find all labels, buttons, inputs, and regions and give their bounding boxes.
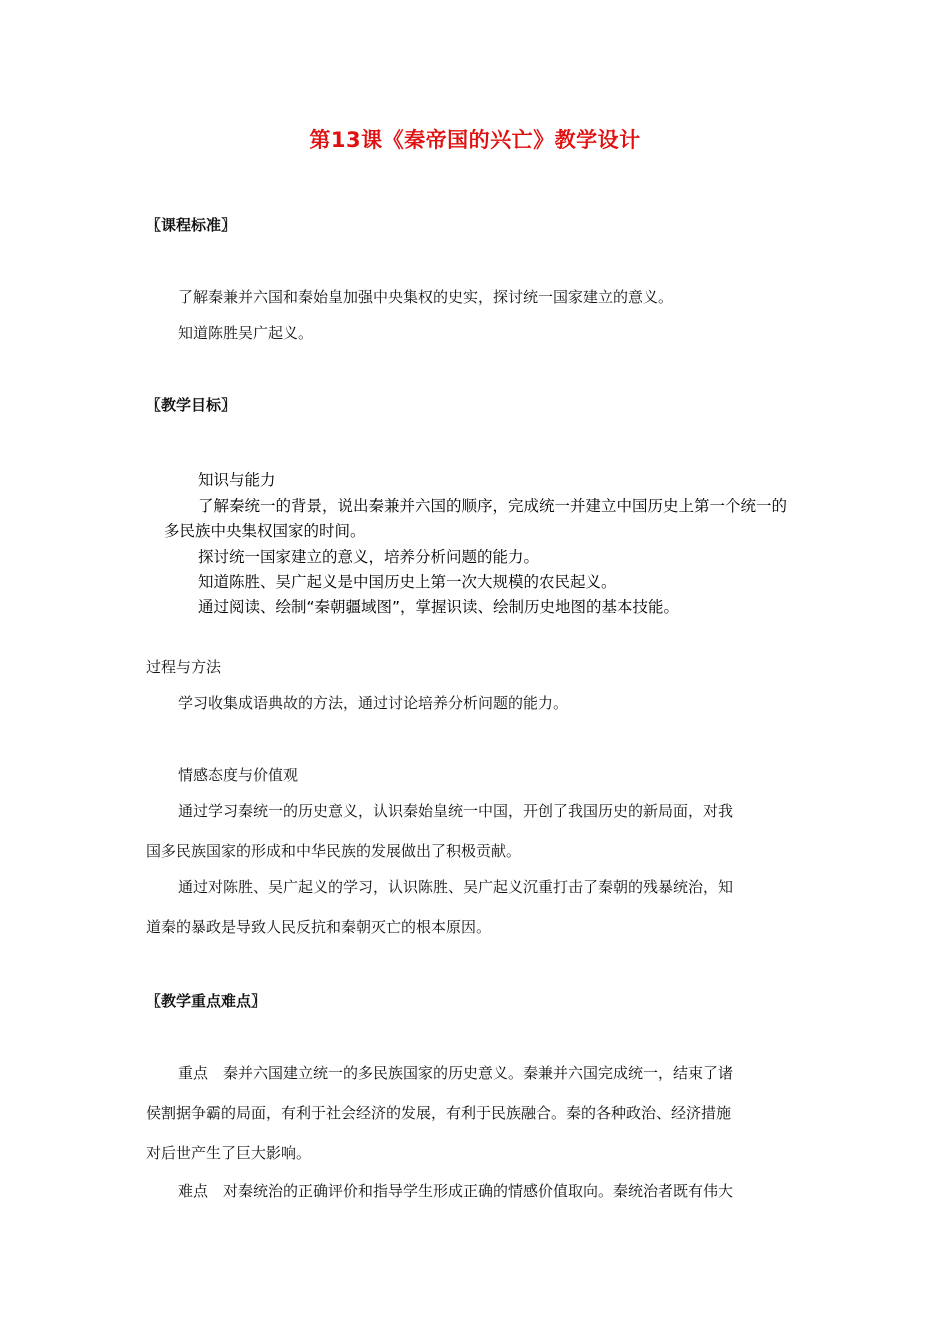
standard-line-2: 知道陈胜吴广起义。 (178, 324, 314, 342)
process-subtitle: 过程与方法 (146, 658, 222, 676)
keypoints-line-3: 对后世产生了巨大影响。 (146, 1144, 312, 1162)
emotion-line-2: 国多民族国家的形成和中华民族的发展做出了积极贡献。 (146, 842, 522, 860)
keypoints-line-2: 侯割据争霸的局面，有利于社会经济的发展，有利于民族融合。秦的各种政治、经济措施 (146, 1104, 732, 1122)
emotion-line-1: 通过学习秦统一的历史意义，认识秦始皇统一中国，开创了我国历史的新局面，对我 (178, 802, 734, 820)
knowledge-line-4: 知道陈胜、吴广起义是中国历史上第一次大规模的农民起义。 (198, 573, 617, 591)
knowledge-line-3: 探讨统一国家建立的意义，培养分析问题的能力。 (198, 548, 540, 566)
knowledge-line-2: 多民族中央集权国家的时间。 (164, 522, 366, 540)
heading-keypoints: 〖教学重点难点〗 (146, 992, 267, 1010)
knowledge-line-1: 了解秦统一的背景，说出秦兼并六国的顺序，完成统一并建立中国历史上第一个统一的 (198, 497, 788, 515)
keypoints-line-4: 难点 对秦统治的正确评价和指导学生形成正确的情感价值取向。秦统治者既有伟大 (178, 1182, 734, 1200)
document-title: 第13课《秦帝国的兴亡》教学设计 (309, 128, 641, 152)
keypoints-line-1: 重点 秦并六国建立统一的多民族国家的历史意义。秦兼并六国完成统一，结束了诸 (178, 1064, 734, 1082)
emotion-subtitle: 情感态度与价值观 (178, 766, 299, 784)
heading-standard: 〖课程标准〗 (146, 216, 237, 234)
process-line-1: 学习收集成语典故的方法，通过讨论培养分析问题的能力。 (178, 694, 569, 712)
emotion-line-3: 通过对陈胜、吴广起义的学习，认识陈胜、吴广起义沉重打击了秦朝的残暴统治，知 (178, 878, 734, 896)
knowledge-line-5: 通过阅读、绘制“秦朝疆域图”，掌握识读、绘制历史地图的基本技能。 (198, 598, 680, 616)
standard-line-1: 了解秦兼并六国和秦始皇加强中央集权的史实，探讨统一国家建立的意义。 (178, 288, 674, 306)
heading-goals: 〖教学目标〗 (146, 396, 237, 414)
emotion-line-4: 道秦的暴政是导致人民反抗和秦朝灭亡的根本原因。 (146, 918, 492, 936)
knowledge-subtitle: 知识与能力 (198, 471, 276, 489)
